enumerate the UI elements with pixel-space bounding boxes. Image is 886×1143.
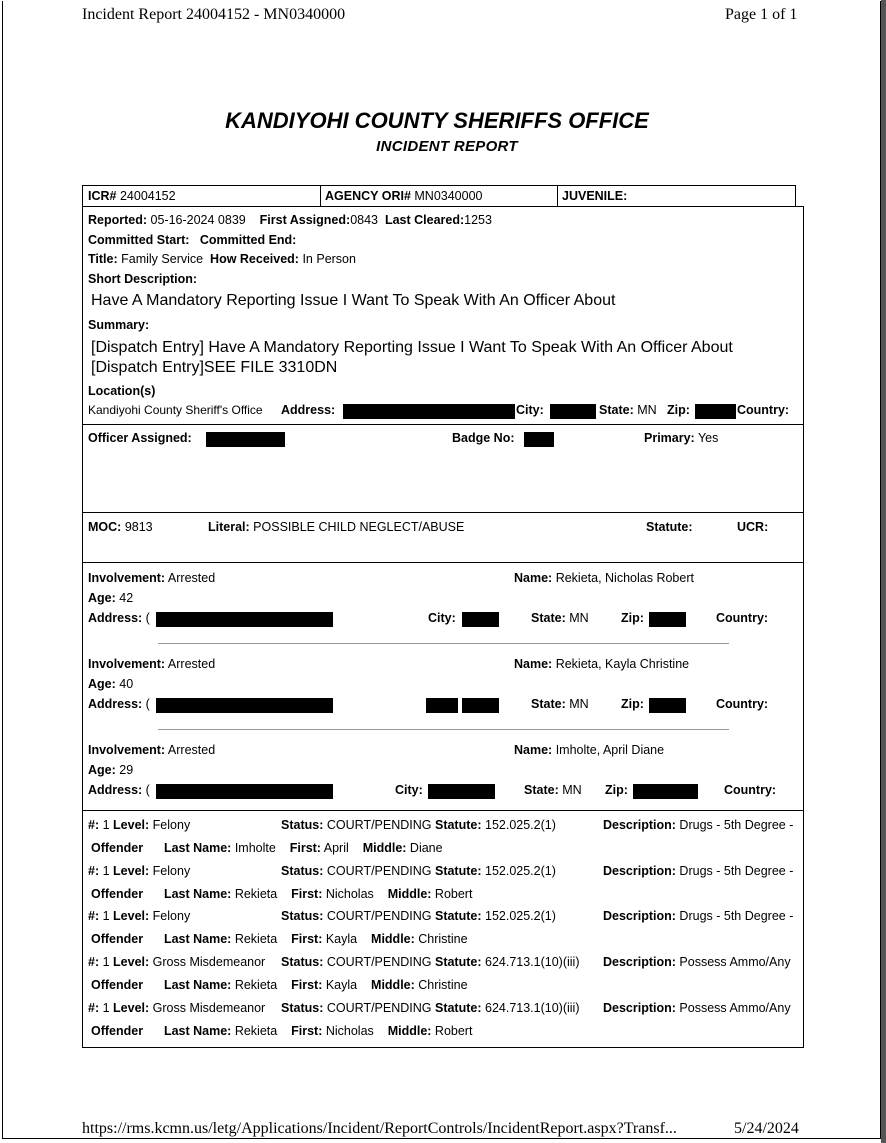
involvement-name: Name: Imholte, April Diane: [514, 743, 665, 757]
involvement-type: Involvement: Arrested: [88, 571, 216, 585]
involvement-age: Age: 42: [88, 591, 134, 605]
involvement-name: Name: Rekieta, Kayla Christine: [514, 657, 690, 671]
icr-field: ICR# 24004152: [88, 189, 176, 203]
page-header-page-number: Page 1 of 1: [725, 6, 798, 23]
involvement-separator: [158, 643, 729, 644]
offense-status: Status: COURT/PENDING Statute: 152.025.2(1): [281, 818, 556, 832]
offender-row: Offender Last Name: Rekieta First: Kayla Middle: Christine: [91, 978, 468, 992]
involvement-country-label: Country:: [716, 611, 769, 625]
juvenile-label: JUVENILE:: [562, 189, 628, 203]
section-divider: [82, 512, 804, 513]
report-title: INCIDENT REPORT: [376, 138, 518, 155]
offense-description: Description: Drugs - 5th Degree -: [603, 909, 794, 923]
location-zip-label: Zip:: [667, 403, 690, 417]
redaction-box: [156, 612, 333, 627]
redaction-box: [428, 784, 495, 799]
redaction-box: [462, 612, 499, 627]
involvement-age: Age: 29: [88, 763, 134, 777]
short-description-label: Short Description:: [88, 272, 198, 286]
location-state: State: MN: [599, 403, 657, 417]
literal-field: Literal: POSSIBLE CHILD NEGLECT/ABUSE: [208, 520, 465, 534]
offender-row: Offender Last Name: Rekieta First: Kayla Middle: Christine: [91, 932, 468, 946]
moc-field: MOC: 9813: [88, 520, 153, 534]
redaction-box: [649, 612, 686, 627]
redaction-box: [695, 404, 736, 419]
redaction-box: [426, 698, 458, 713]
involvement-city-label: City:: [428, 611, 456, 625]
section-divider: [82, 424, 804, 425]
redaction-box: [462, 698, 499, 713]
involvement-type: Involvement: Arrested: [88, 657, 216, 671]
page-footer-url: https://rms.kcmn.us/letg/Applications/Incident/ReportControls/IncidentReport.aspx?Transf...: [82, 1120, 677, 1137]
short-description-value: Have A Mandatory Reporting Issue I Want To Speak With An Officer About: [91, 292, 616, 309]
offender-row: Offender Last Name: Rekieta First: Nicholas Middle: Robert: [91, 887, 473, 901]
offense-status: Status: COURT/PENDING Statute: 624.713.1(10)(iii): [281, 955, 580, 969]
page-footer-date: 5/24/2024: [734, 1120, 799, 1137]
involvement-address: Address: (: [88, 783, 150, 797]
offense-header-row: #: 1 Level: Felony: [88, 864, 191, 878]
page-header-report-id: Incident Report 24004152 - MN0340000: [82, 6, 346, 23]
involvement-age: Age: 40: [88, 677, 134, 691]
summary-line-1: [Dispatch Entry] Have A Mandatory Reporting Issue I Want To Speak With An Officer About: [91, 339, 733, 356]
agency-title: KANDIYOHI COUNTY SHERIFFS OFFICE: [225, 108, 649, 133]
offense-header-row: #: 1 Level: Gross Misdemeanor: [88, 1001, 266, 1015]
redaction-box: [206, 432, 285, 447]
offense-header-row: #: 1 Level: Felony: [88, 909, 191, 923]
page-shadow: [881, 0, 886, 1143]
badge-label: Badge No:: [452, 431, 515, 445]
title-row: Title: Family Service How Received: In Person: [88, 252, 356, 266]
reported-row: Reported: 05-16-2024 0839 First Assigned:0843 Last Cleared:1253: [88, 213, 492, 227]
involvement-address: Address: (: [88, 697, 150, 711]
offense-description: Description: Drugs - 5th Degree -: [603, 818, 794, 832]
involvement-zip-label: Zip:: [621, 697, 644, 711]
involvement-separator: [158, 729, 729, 730]
section-divider: [82, 562, 804, 563]
redaction-box: [633, 784, 698, 799]
involvement-zip-label: Zip:: [621, 611, 644, 625]
primary-field: Primary: Yes: [644, 431, 719, 445]
committed-row: Committed Start: Committed End:: [88, 233, 297, 247]
location-address-label: Address:: [281, 403, 336, 417]
offender-row: Offender Last Name: Imholte First: April Middle: Diane: [91, 841, 443, 855]
location-city-label: City:: [516, 403, 544, 417]
offender-row: Offender Last Name: Rekieta First: Nicholas Middle: Robert: [91, 1024, 473, 1038]
summary-label: Summary:: [88, 318, 150, 332]
involvement-city-label: City:: [395, 783, 423, 797]
summary-line-2: [Dispatch Entry]SEE FILE 3310DN: [91, 359, 338, 376]
offense-status: Status: COURT/PENDING Statute: 152.025.2(1): [281, 909, 556, 923]
redaction-box: [550, 404, 596, 419]
offense-header-row: #: 1 Level: Gross Misdemeanor: [88, 955, 266, 969]
offense-header-row: #: 1 Level: Felony: [88, 818, 191, 832]
involvement-state: State: MN: [531, 611, 589, 625]
redaction-box: [343, 404, 515, 419]
redaction-box: [649, 698, 686, 713]
offense-description: Description: Possess Ammo/Any: [603, 1001, 791, 1015]
redaction-box: [156, 698, 333, 713]
agency-ori-field: AGENCY ORI# MN0340000: [325, 189, 483, 203]
offense-status: Status: COURT/PENDING Statute: 152.025.2(1): [281, 864, 556, 878]
involvement-address: Address: (: [88, 611, 150, 625]
location-country-label: Country:: [737, 403, 790, 417]
redaction-box: [156, 784, 333, 799]
officer-assigned-label: Officer Assigned:: [88, 431, 192, 445]
statute-label: Statute:: [646, 520, 693, 534]
offense-description: Description: Drugs - 5th Degree -: [603, 864, 794, 878]
involvement-country-label: Country:: [716, 697, 769, 711]
involvement-type: Involvement: Arrested: [88, 743, 216, 757]
ucr-label: UCR:: [737, 520, 769, 534]
involvement-name: Name: Rekieta, Nicholas Robert: [514, 571, 694, 585]
top-row-divider: [320, 185, 321, 207]
involvement-state: State: MN: [531, 697, 589, 711]
offense-description: Description: Possess Ammo/Any: [603, 955, 791, 969]
locations-label: Location(s): [88, 384, 156, 398]
offense-status: Status: COURT/PENDING Statute: 624.713.1(10)(iii): [281, 1001, 580, 1015]
top-row-divider: [557, 185, 558, 207]
involvement-state: State: MN: [524, 783, 582, 797]
involvement-zip-label: Zip:: [605, 783, 628, 797]
location-name: Kandiyohi County Sheriff's Office: [88, 403, 263, 417]
redaction-box: [524, 432, 554, 447]
offenses-list: [83, 811, 803, 1047]
involvement-country-label: Country:: [724, 783, 777, 797]
